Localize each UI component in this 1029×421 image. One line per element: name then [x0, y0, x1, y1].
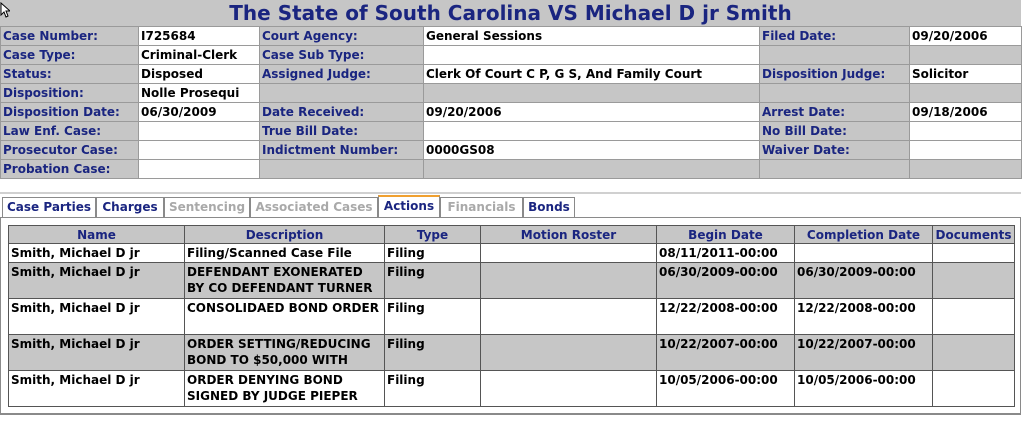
table-row[interactable]	[9, 263, 1015, 299]
field-value	[910, 141, 1022, 160]
table-cell	[481, 299, 657, 335]
field-label: Disposition:	[1, 84, 139, 103]
info-row	[1, 103, 1022, 122]
field-value: General Sessions	[424, 27, 760, 46]
tab-case-parties[interactable]: Case Parties	[2, 197, 96, 217]
field-label: Indictment Number:	[260, 141, 424, 160]
table-cell: ORDER DENYING BOND SIGNED BY JUDGE PIEPER	[185, 371, 385, 407]
table-cell: 06/30/2009-00:00	[657, 263, 795, 299]
table-cell	[933, 263, 1015, 299]
case-info-table	[0, 26, 1022, 179]
field-label: No Bill Date:	[760, 122, 910, 141]
table-cell: 10/05/2006-00:00	[795, 371, 933, 407]
field-label: Court Agency:	[260, 27, 424, 46]
table-cell: 12/22/2008-00:00	[795, 299, 933, 335]
column-header-description[interactable]: Description	[185, 226, 385, 244]
field-value: Disposed	[139, 65, 260, 84]
field-value: 09/20/2006	[910, 27, 1022, 46]
field-value: 09/18/2006	[910, 103, 1022, 122]
table-cell	[481, 244, 657, 263]
field-value: 0000GS08	[424, 141, 760, 160]
column-header-motion-roster[interactable]: Motion Roster	[481, 226, 657, 244]
field-label: Assigned Judge:	[260, 65, 424, 84]
column-header-name[interactable]: Name	[9, 226, 185, 244]
field-value: Solicitor	[910, 65, 1022, 84]
tab-charges[interactable]: Charges	[96, 197, 164, 217]
info-row	[1, 27, 1022, 46]
info-row	[1, 122, 1022, 141]
table-cell	[933, 244, 1015, 263]
section-divider	[0, 192, 1021, 194]
table-cell: 10/22/2007-00:00	[657, 335, 795, 371]
field-value	[424, 46, 760, 65]
table-cell: 10/05/2006-00:00	[657, 371, 795, 407]
table-cell: Filing	[385, 335, 481, 371]
tab-associated-cases: Associated Cases	[250, 197, 378, 217]
field-label: Case Number:	[1, 27, 139, 46]
field-label: Case Type:	[1, 46, 139, 65]
field-value: I725684	[139, 27, 260, 46]
info-row	[1, 160, 1022, 179]
field-label: Disposition Date:	[1, 103, 139, 122]
field-label: Prosecutor Case:	[1, 141, 139, 160]
table-cell	[481, 371, 657, 407]
tab-financials: Financials	[440, 197, 523, 217]
field-label: Law Enf. Case:	[1, 122, 139, 141]
table-row[interactable]	[9, 335, 1015, 371]
field-label: Waiver Date:	[760, 141, 910, 160]
table-cell: 10/22/2007-00:00	[795, 335, 933, 371]
field-value: Criminal-Clerk	[139, 46, 260, 65]
field-label	[260, 160, 424, 179]
field-value: 09/20/2006	[424, 103, 760, 122]
actions-panel	[0, 217, 1021, 414]
field-label: Date Received:	[260, 103, 424, 122]
table-cell: Smith, Michael D jr	[9, 244, 185, 263]
field-value	[910, 160, 1022, 179]
table-cell: Filing	[385, 299, 481, 335]
table-cell: Filing	[385, 244, 481, 263]
field-value	[910, 46, 1022, 65]
case-title: The State of South Carolina VS Michael D jr Smith	[0, 0, 1021, 26]
table-cell: Smith, Michael D jr	[9, 335, 185, 371]
table-cell: 06/30/2009-00:00	[795, 263, 933, 299]
field-label	[760, 84, 910, 103]
info-row	[1, 46, 1022, 65]
field-label: Filed Date:	[760, 27, 910, 46]
tab-sentencing: Sentencing	[164, 197, 250, 217]
table-cell	[933, 335, 1015, 371]
field-value: Nolle Prosequi	[139, 84, 260, 103]
field-label: Disposition Judge:	[760, 65, 910, 84]
field-value	[424, 160, 760, 179]
field-label: Arrest Date:	[760, 103, 910, 122]
table-cell: Filing	[385, 263, 481, 299]
table-cell: Smith, Michael D jr	[9, 299, 185, 335]
field-value	[910, 122, 1022, 141]
table-row[interactable]	[9, 244, 1015, 263]
column-header-begin-date[interactable]: Begin Date	[657, 226, 795, 244]
table-cell: 08/11/2011-00:00	[657, 244, 795, 263]
field-value	[139, 160, 260, 179]
field-label: True Bill Date:	[260, 122, 424, 141]
table-cell: Smith, Michael D jr	[9, 371, 185, 407]
tab-actions[interactable]: Actions	[378, 195, 440, 217]
table-cell	[481, 263, 657, 299]
field-value	[139, 122, 260, 141]
table-cell: Filing	[385, 371, 481, 407]
table-cell	[481, 335, 657, 371]
field-value	[139, 141, 260, 160]
field-value	[424, 122, 760, 141]
tab-bar	[0, 197, 1021, 218]
table-row[interactable]	[9, 299, 1015, 335]
table-cell	[933, 371, 1015, 407]
field-label: Status:	[1, 65, 139, 84]
field-value: Clerk Of Court C P, G S, And Family Court	[424, 65, 760, 84]
table-cell: DEFENDANT EXONERATED BY CO DEFENDANT TURNER	[185, 263, 385, 299]
column-header-completion-date[interactable]: Completion Date	[795, 226, 933, 244]
table-cell	[795, 244, 933, 263]
field-value	[424, 84, 760, 103]
tab-bonds[interactable]: Bonds	[523, 197, 575, 217]
field-label: Probation Case:	[1, 160, 139, 179]
field-label	[760, 46, 910, 65]
column-header-documents[interactable]: Documents	[933, 226, 1015, 244]
table-cell: 12/22/2008-00:00	[657, 299, 795, 335]
mouse-cursor-icon	[0, 2, 10, 18]
table-cell: ORDER SETTING/REDUCING BOND TO $50,000 WITH	[185, 335, 385, 371]
table-row[interactable]	[9, 371, 1015, 407]
field-label: Case Sub Type:	[260, 46, 424, 65]
table-cell: Smith, Michael D jr	[9, 263, 185, 299]
table-cell: Filing/Scanned Case File	[185, 244, 385, 263]
column-header-type[interactable]: Type	[385, 226, 481, 244]
field-label	[760, 160, 910, 179]
table-cell	[933, 299, 1015, 335]
actions-table	[8, 225, 1015, 407]
info-row	[1, 65, 1022, 84]
table-cell: CONSOLIDAED BOND ORDER	[185, 299, 385, 335]
field-value	[910, 84, 1022, 103]
field-label	[260, 84, 424, 103]
info-row	[1, 84, 1022, 103]
field-value: 06/30/2009	[139, 103, 260, 122]
info-row	[1, 141, 1022, 160]
